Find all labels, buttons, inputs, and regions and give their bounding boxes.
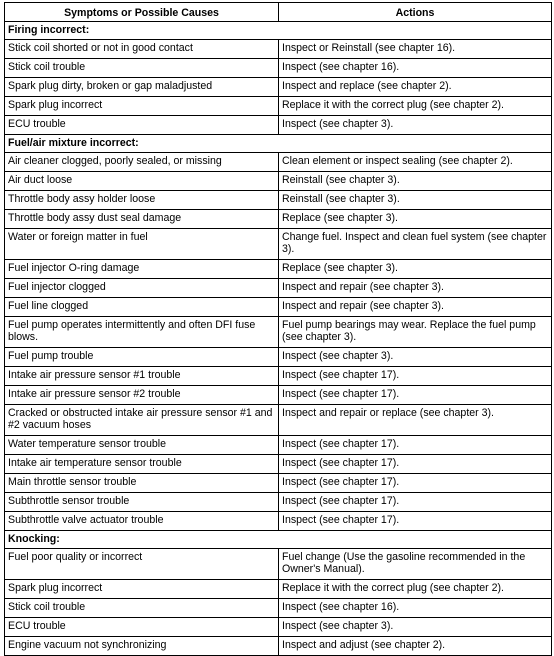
cause-cell: Stick coil trouble	[5, 599, 279, 618]
cause-cell: Subthrottle sensor trouble	[5, 493, 279, 512]
table-row	[5, 386, 552, 405]
header-actions: Actions	[279, 3, 552, 22]
action-cell: Inspect (see chapter 17).	[279, 455, 552, 474]
table-row	[5, 298, 552, 317]
group-heading: Fuel/air mixture incorrect:	[5, 135, 552, 153]
action-cell: Inspect (see chapter 16).	[279, 599, 552, 618]
table-row	[5, 317, 552, 348]
header-causes: Symptoms or Possible Causes	[5, 3, 279, 22]
table-row	[5, 260, 552, 279]
table-row	[5, 618, 552, 637]
action-cell: Fuel change (Use the gasoline recommended in the Owner's Manual).	[279, 549, 552, 580]
table-row	[5, 436, 552, 455]
action-cell: Inspect (see chapter 3).	[279, 618, 552, 637]
cause-cell: Air duct loose	[5, 172, 279, 191]
cause-cell: Spark plug incorrect	[5, 97, 279, 116]
action-cell: Inspect (see chapter 17).	[279, 367, 552, 386]
action-cell: Fuel pump bearings may wear. Replace the fuel pump (see chapter 3).	[279, 317, 552, 348]
action-cell: Inspect and repair or replace (see chapter 3).	[279, 405, 552, 436]
action-cell: Inspect and adjust (see chapter 2).	[279, 637, 552, 656]
cause-cell: Fuel injector O-ring damage	[5, 260, 279, 279]
table-row	[5, 153, 552, 172]
action-cell: Change fuel. Inspect and clean fuel system (see chapter 3).	[279, 229, 552, 260]
group-heading: Firing incorrect:	[5, 22, 552, 40]
table-row	[5, 229, 552, 260]
cause-cell: Spark plug dirty, broken or gap maladjusted	[5, 78, 279, 97]
action-cell: Replace it with the correct plug (see chapter 2).	[279, 580, 552, 599]
cause-cell: Engine vacuum not synchronizing	[5, 637, 279, 656]
cause-cell: Fuel poor quality or incorrect	[5, 549, 279, 580]
table-row	[5, 59, 552, 78]
group-heading: Knocking:	[5, 531, 552, 549]
cause-cell: Throttle body assy holder loose	[5, 191, 279, 210]
table-row	[5, 580, 552, 599]
cause-cell: Water temperature sensor trouble	[5, 436, 279, 455]
table-row	[5, 172, 552, 191]
table-row	[5, 637, 552, 656]
action-cell: Clean element or inspect sealing (see chapter 2).	[279, 153, 552, 172]
table-row	[5, 599, 552, 618]
cause-cell: Fuel pump trouble	[5, 348, 279, 367]
cause-cell: Fuel line clogged	[5, 298, 279, 317]
action-cell: Inspect (see chapter 17).	[279, 474, 552, 493]
table-row	[5, 191, 552, 210]
troubleshooting-table	[4, 2, 552, 656]
table-row	[5, 474, 552, 493]
group-heading-row	[5, 22, 552, 40]
action-cell: Inspect or Reinstall (see chapter 16).	[279, 40, 552, 59]
cause-cell: Main throttle sensor trouble	[5, 474, 279, 493]
cause-cell: Water or foreign matter in fuel	[5, 229, 279, 260]
table-row	[5, 455, 552, 474]
table-row	[5, 493, 552, 512]
table-row	[5, 210, 552, 229]
action-cell: Inspect (see chapter 17).	[279, 386, 552, 405]
table-row	[5, 97, 552, 116]
cause-cell: Fuel pump operates intermittently and often DFI fuse blows.	[5, 317, 279, 348]
table-row	[5, 549, 552, 580]
cause-cell: Intake air pressure sensor #1 trouble	[5, 367, 279, 386]
cause-cell: Intake air pressure sensor #2 trouble	[5, 386, 279, 405]
cause-cell: Stick coil shorted or not in good contact	[5, 40, 279, 59]
group-heading-row	[5, 531, 552, 549]
cause-cell: Throttle body assy dust seal damage	[5, 210, 279, 229]
table-row	[5, 78, 552, 97]
table-header-row	[5, 3, 552, 22]
cause-cell: Fuel injector clogged	[5, 279, 279, 298]
cause-cell: Spark plug incorrect	[5, 580, 279, 599]
cause-cell: Intake air temperature sensor trouble	[5, 455, 279, 474]
action-cell: Inspect and replace (see chapter 2).	[279, 78, 552, 97]
table-row	[5, 367, 552, 386]
cause-cell: ECU trouble	[5, 116, 279, 135]
table-body	[5, 22, 552, 656]
action-cell: Inspect (see chapter 16).	[279, 59, 552, 78]
action-cell: Inspect (see chapter 3).	[279, 116, 552, 135]
action-cell: Reinstall (see chapter 3).	[279, 172, 552, 191]
table-row	[5, 348, 552, 367]
table-row	[5, 40, 552, 59]
table-row	[5, 279, 552, 298]
cause-cell: Cracked or obstructed intake air pressure sensor #1 and #2 vacuum hoses	[5, 405, 279, 436]
action-cell: Replace it with the correct plug (see chapter 2).	[279, 97, 552, 116]
action-cell: Inspect and repair (see chapter 3).	[279, 298, 552, 317]
table-row	[5, 116, 552, 135]
cause-cell: Air cleaner clogged, poorly sealed, or missing	[5, 153, 279, 172]
action-cell: Inspect and repair (see chapter 3).	[279, 279, 552, 298]
action-cell: Inspect (see chapter 17).	[279, 436, 552, 455]
cause-cell: Subthrottle valve actuator trouble	[5, 512, 279, 531]
action-cell: Inspect (see chapter 3).	[279, 348, 552, 367]
action-cell: Reinstall (see chapter 3).	[279, 191, 552, 210]
table-row	[5, 405, 552, 436]
cause-cell: Stick coil trouble	[5, 59, 279, 78]
action-cell: Replace (see chapter 3).	[279, 210, 552, 229]
action-cell: Replace (see chapter 3).	[279, 260, 552, 279]
group-heading-row	[5, 135, 552, 153]
action-cell: Inspect (see chapter 17).	[279, 512, 552, 531]
table-row	[5, 512, 552, 531]
action-cell: Inspect (see chapter 17).	[279, 493, 552, 512]
cause-cell: ECU trouble	[5, 618, 279, 637]
